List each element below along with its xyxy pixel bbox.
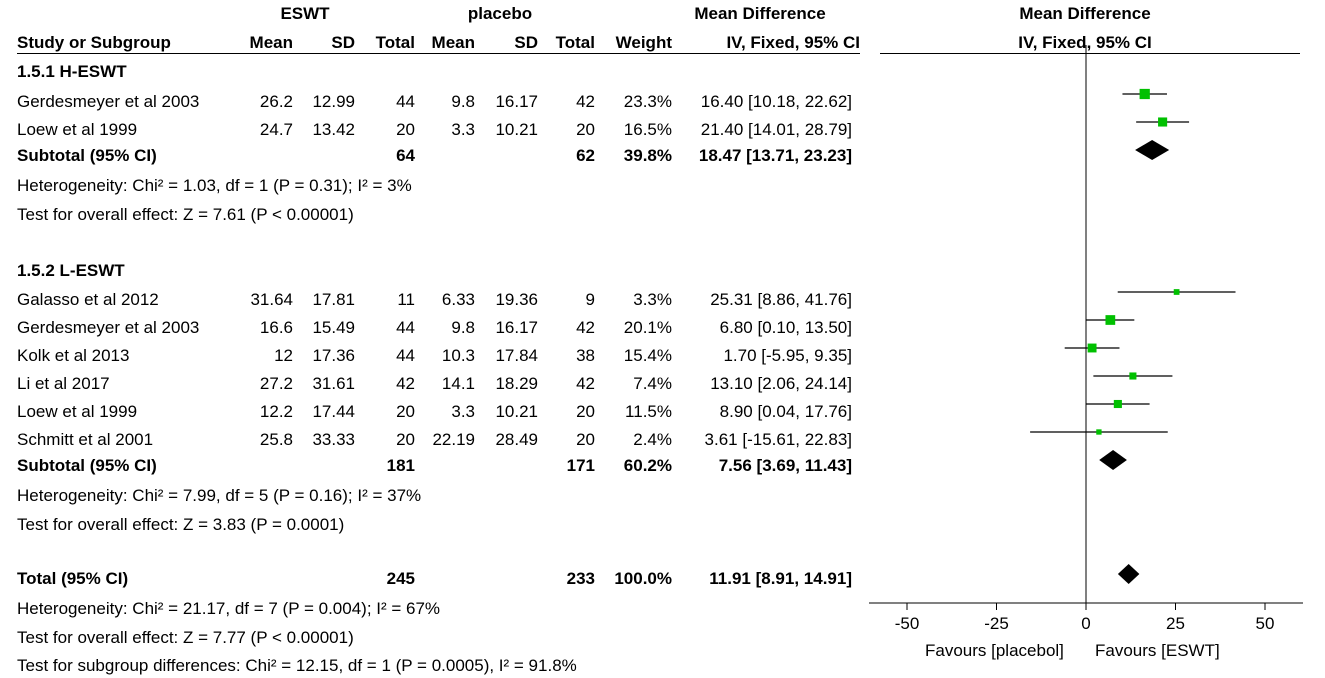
mean2-cell: 3.3 <box>451 402 475 421</box>
mean1-cell: 26.2 <box>259 92 293 111</box>
mean2-cell: 3.3 <box>451 120 475 139</box>
sd1-cell: 12.99 <box>312 92 355 111</box>
method-table-header: IV, Fixed, 95% CI <box>726 33 860 52</box>
mean2-cell: 6.33 <box>441 290 475 309</box>
sd1-cell: 17.36 <box>312 346 355 365</box>
x-tick-label: 50 <box>1255 614 1275 633</box>
subtotal-weight: 39.8% <box>623 146 672 165</box>
total-n1: 245 <box>386 569 415 588</box>
summary-diamond <box>1099 450 1127 470</box>
overall-effect-text: Test for overall effect: Z = 7.61 (P < 0.00001) <box>17 205 354 224</box>
effect-square <box>1096 429 1101 434</box>
weight-cell: 11.5% <box>625 402 672 421</box>
sd1-header: SD <box>331 33 355 52</box>
study-name: Loew et al 1999 <box>17 402 138 421</box>
subtotal-n1: 64 <box>396 146 415 165</box>
x-tick-label: -50 <box>894 614 920 633</box>
sd2-cell: 19.36 <box>495 290 538 309</box>
effect-square <box>1158 117 1167 126</box>
sd1-cell: 17.44 <box>312 402 355 421</box>
subtotal-n1: 181 <box>386 456 415 475</box>
total2-cell: 20 <box>576 430 595 449</box>
weight-cell: 15.4% <box>623 346 672 365</box>
md-plot-header: Mean Difference <box>1019 4 1151 23</box>
sd1-cell: 33.33 <box>312 430 355 449</box>
sd2-cell: 18.29 <box>495 374 538 393</box>
subtotal-weight: 60.2% <box>623 456 672 475</box>
mean1-cell: 16.6 <box>259 318 293 337</box>
effect-square <box>1129 372 1136 379</box>
subtotal-ci: 7.56 [3.69, 11.43] <box>718 456 852 475</box>
weight-cell: 2.4% <box>633 430 672 449</box>
ci-cell: 21.40 [14.01, 28.79] <box>700 120 852 139</box>
subtotal-label: Subtotal (95% CI) <box>17 456 157 475</box>
sd2-cell: 17.84 <box>495 346 538 365</box>
group1-header: ESWT <box>280 4 330 23</box>
total1-header: Total <box>375 33 415 52</box>
sd1-cell: 31.61 <box>312 374 355 393</box>
sd2-cell: 16.17 <box>495 318 538 337</box>
heterogeneity-text: Heterogeneity: Chi² = 7.99, df = 5 (P = 0.16); I² = 37% <box>17 486 422 505</box>
total1-cell: 42 <box>396 374 415 393</box>
study-name: Gerdesmeyer et al 2003 <box>17 92 200 111</box>
ci-cell: 1.70 [-5.95, 9.35] <box>723 346 852 365</box>
total-heterogeneity-text: Heterogeneity: Chi² = 21.17, df = 7 (P = 0.004); I² = 67% <box>17 599 441 618</box>
total2-cell: 42 <box>576 374 595 393</box>
ci-cell: 16.40 [10.18, 22.62] <box>700 92 852 111</box>
total2-cell: 20 <box>576 402 595 421</box>
study-header: Study or Subgroup <box>17 33 171 52</box>
overall-effect-text: Test for overall effect: Z = 3.83 (P = 0.0001) <box>17 515 345 534</box>
sd1-cell: 13.42 <box>312 120 355 139</box>
subtotal-label: Subtotal (95% CI) <box>17 146 157 165</box>
sd2-cell: 10.21 <box>495 120 538 139</box>
total-n2: 233 <box>566 569 595 588</box>
sd1-cell: 15.49 <box>312 318 355 337</box>
subtotal-n2: 171 <box>566 456 595 475</box>
favours-left-label: Favours [placebol] <box>925 641 1064 660</box>
subtotal-ci: 18.47 [13.71, 23.23] <box>698 146 852 165</box>
total2-cell: 42 <box>576 92 595 111</box>
effect-square <box>1174 289 1180 295</box>
total1-cell: 20 <box>396 120 415 139</box>
total-label: Total (95% CI) <box>17 569 129 588</box>
total1-cell: 44 <box>396 346 415 365</box>
weight-cell: 7.4% <box>633 374 672 393</box>
mean1-cell: 27.2 <box>259 374 293 393</box>
total-ci: 11.91 [8.91, 14.91] <box>709 569 852 588</box>
effect-square <box>1140 89 1150 99</box>
total2-header: Total <box>555 33 595 52</box>
total-overall-effect-text: Test for overall effect: Z = 7.77 (P < 0.00001) <box>17 628 354 647</box>
effect-square <box>1105 315 1115 325</box>
mean1-cell: 12.2 <box>259 402 293 421</box>
mean2-cell: 10.3 <box>441 346 475 365</box>
total1-cell: 44 <box>396 92 415 111</box>
ci-cell: 8.90 [0.04, 17.76] <box>719 402 852 421</box>
sd2-cell: 28.49 <box>495 430 538 449</box>
subgroup-title: 1.5.1 H-ESWT <box>17 62 127 81</box>
effect-square <box>1114 400 1122 408</box>
favours-right-label: Favours [ESWT] <box>1095 641 1220 660</box>
subgroup-differences-text: Test for subgroup differences: Chi² = 12.15, df = 1 (P = 0.0005), I² = 91.8% <box>17 656 577 675</box>
sd1-cell: 17.81 <box>312 290 355 309</box>
mean1-cell: 25.8 <box>259 430 293 449</box>
effect-square <box>1088 344 1097 353</box>
method-plot-header: IV, Fixed, 95% CI <box>1018 33 1152 52</box>
weight-cell: 3.3% <box>633 290 672 309</box>
study-name: Schmitt et al 2001 <box>17 430 154 449</box>
heterogeneity-text: Heterogeneity: Chi² = 1.03, df = 1 (P = 0.31); I² = 3% <box>17 176 412 195</box>
total2-cell: 42 <box>576 318 595 337</box>
summary-diamond <box>1118 564 1139 584</box>
weight-cell: 23.3% <box>623 92 672 111</box>
mean1-cell: 24.7 <box>259 120 293 139</box>
weight-header: Weight <box>615 33 672 52</box>
ci-cell: 6.80 [0.10, 13.50] <box>719 318 852 337</box>
total2-cell: 38 <box>576 346 595 365</box>
total1-cell: 11 <box>397 290 415 309</box>
md-table-header: Mean Difference <box>694 4 826 23</box>
study-name: Gerdesmeyer et al 2003 <box>17 318 200 337</box>
total1-cell: 20 <box>396 402 415 421</box>
total1-cell: 20 <box>396 430 415 449</box>
weight-cell: 16.5% <box>623 120 672 139</box>
mean1-cell: 12 <box>274 346 293 365</box>
group2-header: placebo <box>467 4 533 23</box>
x-tick-label: 25 <box>1166 614 1185 633</box>
ci-cell: 3.61 [-15.61, 22.83] <box>704 430 852 449</box>
study-name: Li et al 2017 <box>17 374 110 393</box>
x-tick-label: -25 <box>984 614 1009 633</box>
study-name: Loew et al 1999 <box>17 120 138 139</box>
sd2-cell: 16.17 <box>495 92 538 111</box>
mean2-cell: 22.19 <box>432 430 475 449</box>
subgroup-title: 1.5.2 L-ESWT <box>17 261 125 280</box>
study-name: Kolk et al 2013 <box>17 346 130 365</box>
mean1-cell: 31.64 <box>250 290 293 309</box>
mean2-cell: 9.8 <box>451 92 475 111</box>
total-weight: 100.0% <box>614 569 672 588</box>
sd2-header: SD <box>514 33 538 52</box>
total2-cell: 20 <box>576 120 595 139</box>
ci-cell: 13.10 [2.06, 24.14] <box>710 374 852 393</box>
mean2-header: Mean <box>431 33 475 52</box>
weight-cell: 20.1% <box>623 318 672 337</box>
x-tick-label: 0 <box>1081 614 1091 633</box>
subtotal-n2: 62 <box>576 146 595 165</box>
mean1-header: Mean <box>249 33 293 52</box>
sd2-cell: 10.21 <box>495 402 538 421</box>
study-name: Galasso et al 2012 <box>17 290 159 309</box>
total1-cell: 44 <box>396 318 415 337</box>
total2-cell: 9 <box>585 290 595 309</box>
mean2-cell: 9.8 <box>451 318 475 337</box>
summary-diamond <box>1135 140 1169 160</box>
ci-cell: 25.31 [8.86, 41.76] <box>710 290 852 309</box>
mean2-cell: 14.1 <box>441 374 475 393</box>
